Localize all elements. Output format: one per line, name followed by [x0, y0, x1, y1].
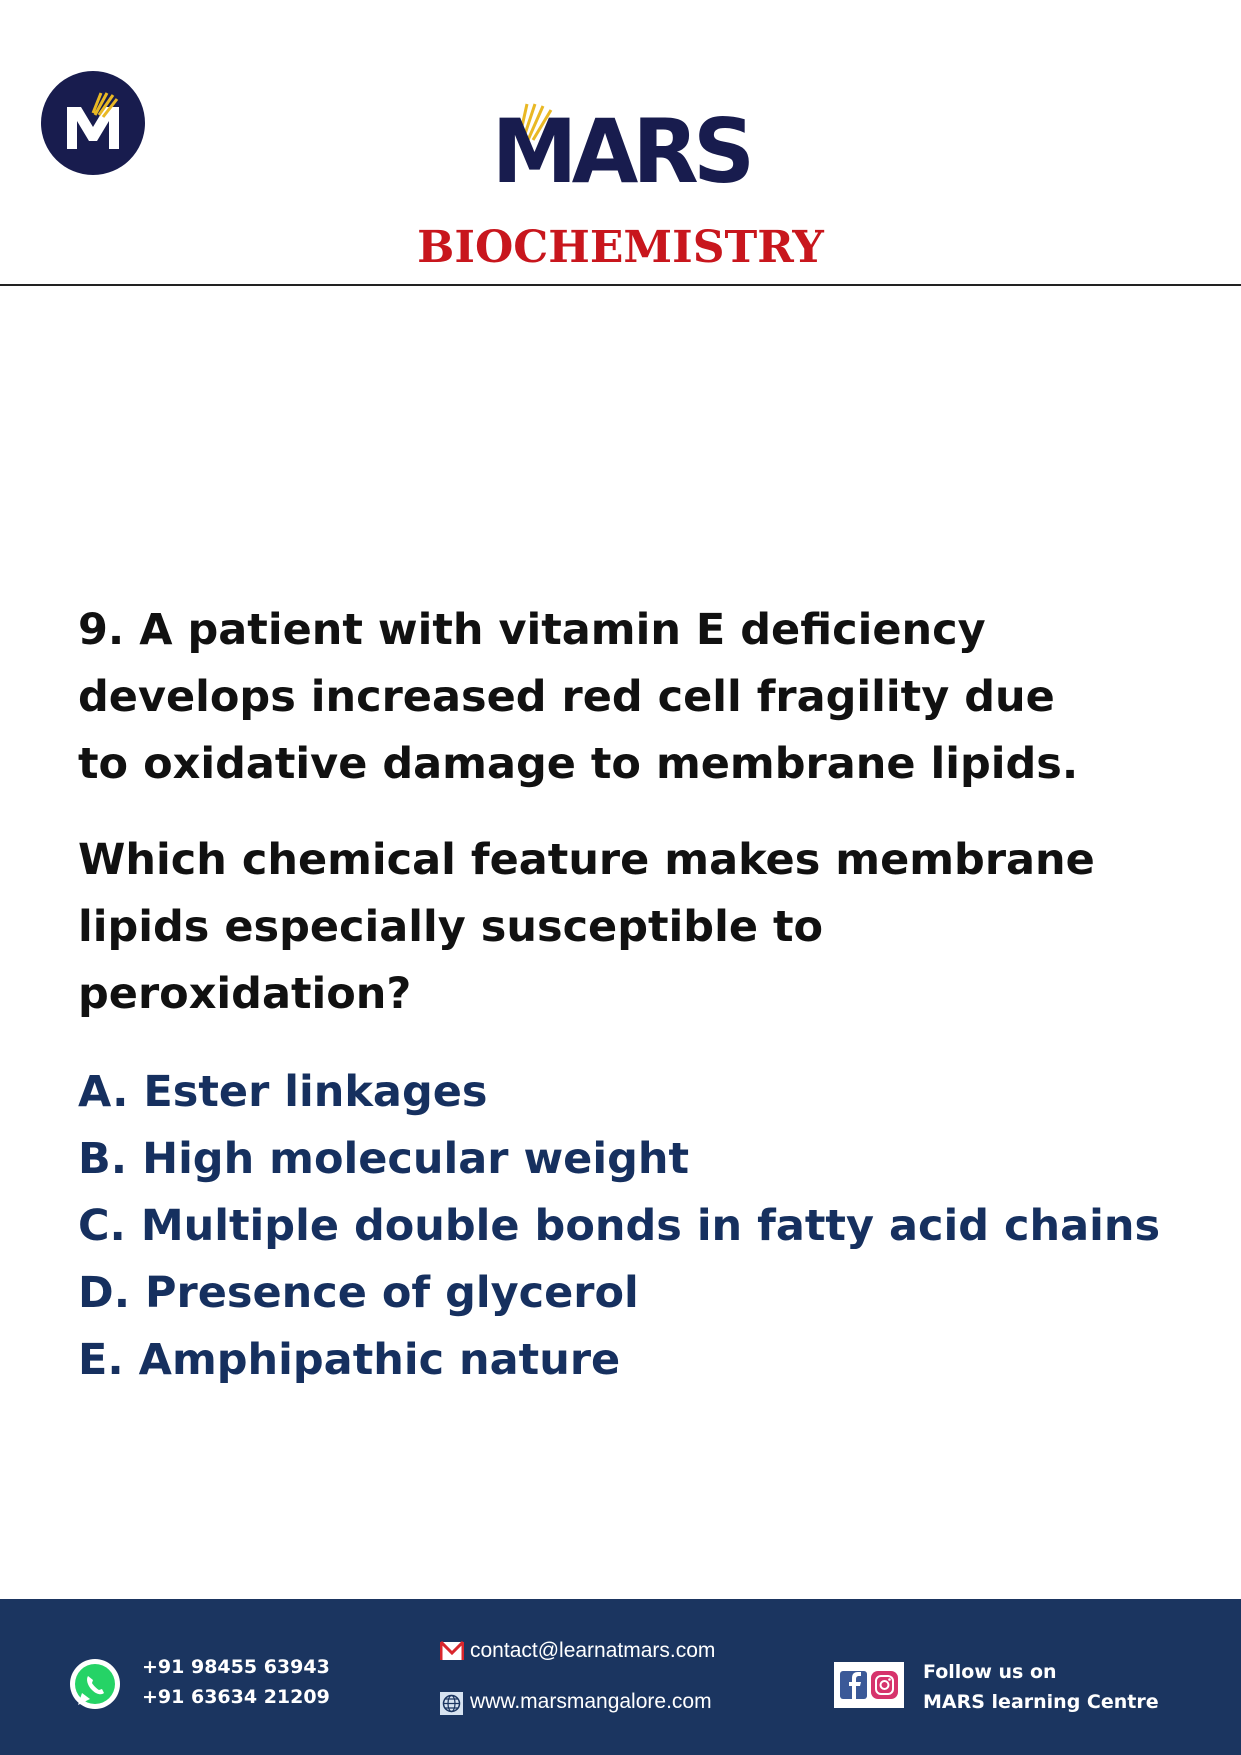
header-divider — [0, 284, 1241, 286]
question-line: 9. A patient with vitamin E deficiency — [78, 605, 986, 655]
mail-icon — [440, 1641, 464, 1661]
footer — [0, 1599, 1241, 1755]
question-line: to oxidative damage to membrane lipids. — [78, 739, 1079, 789]
follow-line-1: Follow us on — [923, 1661, 1057, 1683]
whatsapp-icon[interactable] — [68, 1657, 122, 1711]
option-d[interactable]: D. Presence of glycerol — [78, 1268, 639, 1318]
option-c[interactable]: C. Multiple double bonds in fatty acid chains — [78, 1201, 1161, 1251]
brand-name: MARS — [491, 100, 750, 203]
question-line: develops increased red cell fragility due — [78, 672, 1055, 722]
phone-numbers — [142, 1652, 330, 1712]
email-link[interactable]: contact@learnatmars.com — [470, 1639, 716, 1662]
option-b[interactable]: B. High molecular weight — [78, 1134, 690, 1184]
facebook-instagram-icon[interactable] — [834, 1662, 904, 1708]
question-prompt — [78, 827, 1188, 1028]
option-e[interactable]: E. Amphipathic nature — [78, 1335, 621, 1385]
follow-us — [923, 1657, 1159, 1717]
prompt-line: lipids especially susceptible to — [78, 902, 824, 952]
phone-1[interactable]: +91 98455 63943 — [142, 1656, 330, 1678]
option-a[interactable]: A. Ester linkages — [78, 1067, 488, 1117]
follow-line-2[interactable]: MARS learning Centre — [923, 1691, 1159, 1713]
globe-icon — [440, 1692, 463, 1715]
phone-2[interactable]: +91 63634 21209 — [142, 1686, 330, 1708]
website-link[interactable]: www.marsmangalore.com — [470, 1690, 712, 1713]
answer-options — [78, 1059, 1188, 1394]
brand-header — [0, 100, 1241, 203]
question-stem — [78, 597, 1188, 798]
prompt-line: peroxidation? — [78, 969, 412, 1019]
prompt-line: Which chemical feature makes membrane — [78, 835, 1095, 885]
subject-title: BIOCHEMISTRY — [417, 222, 824, 273]
